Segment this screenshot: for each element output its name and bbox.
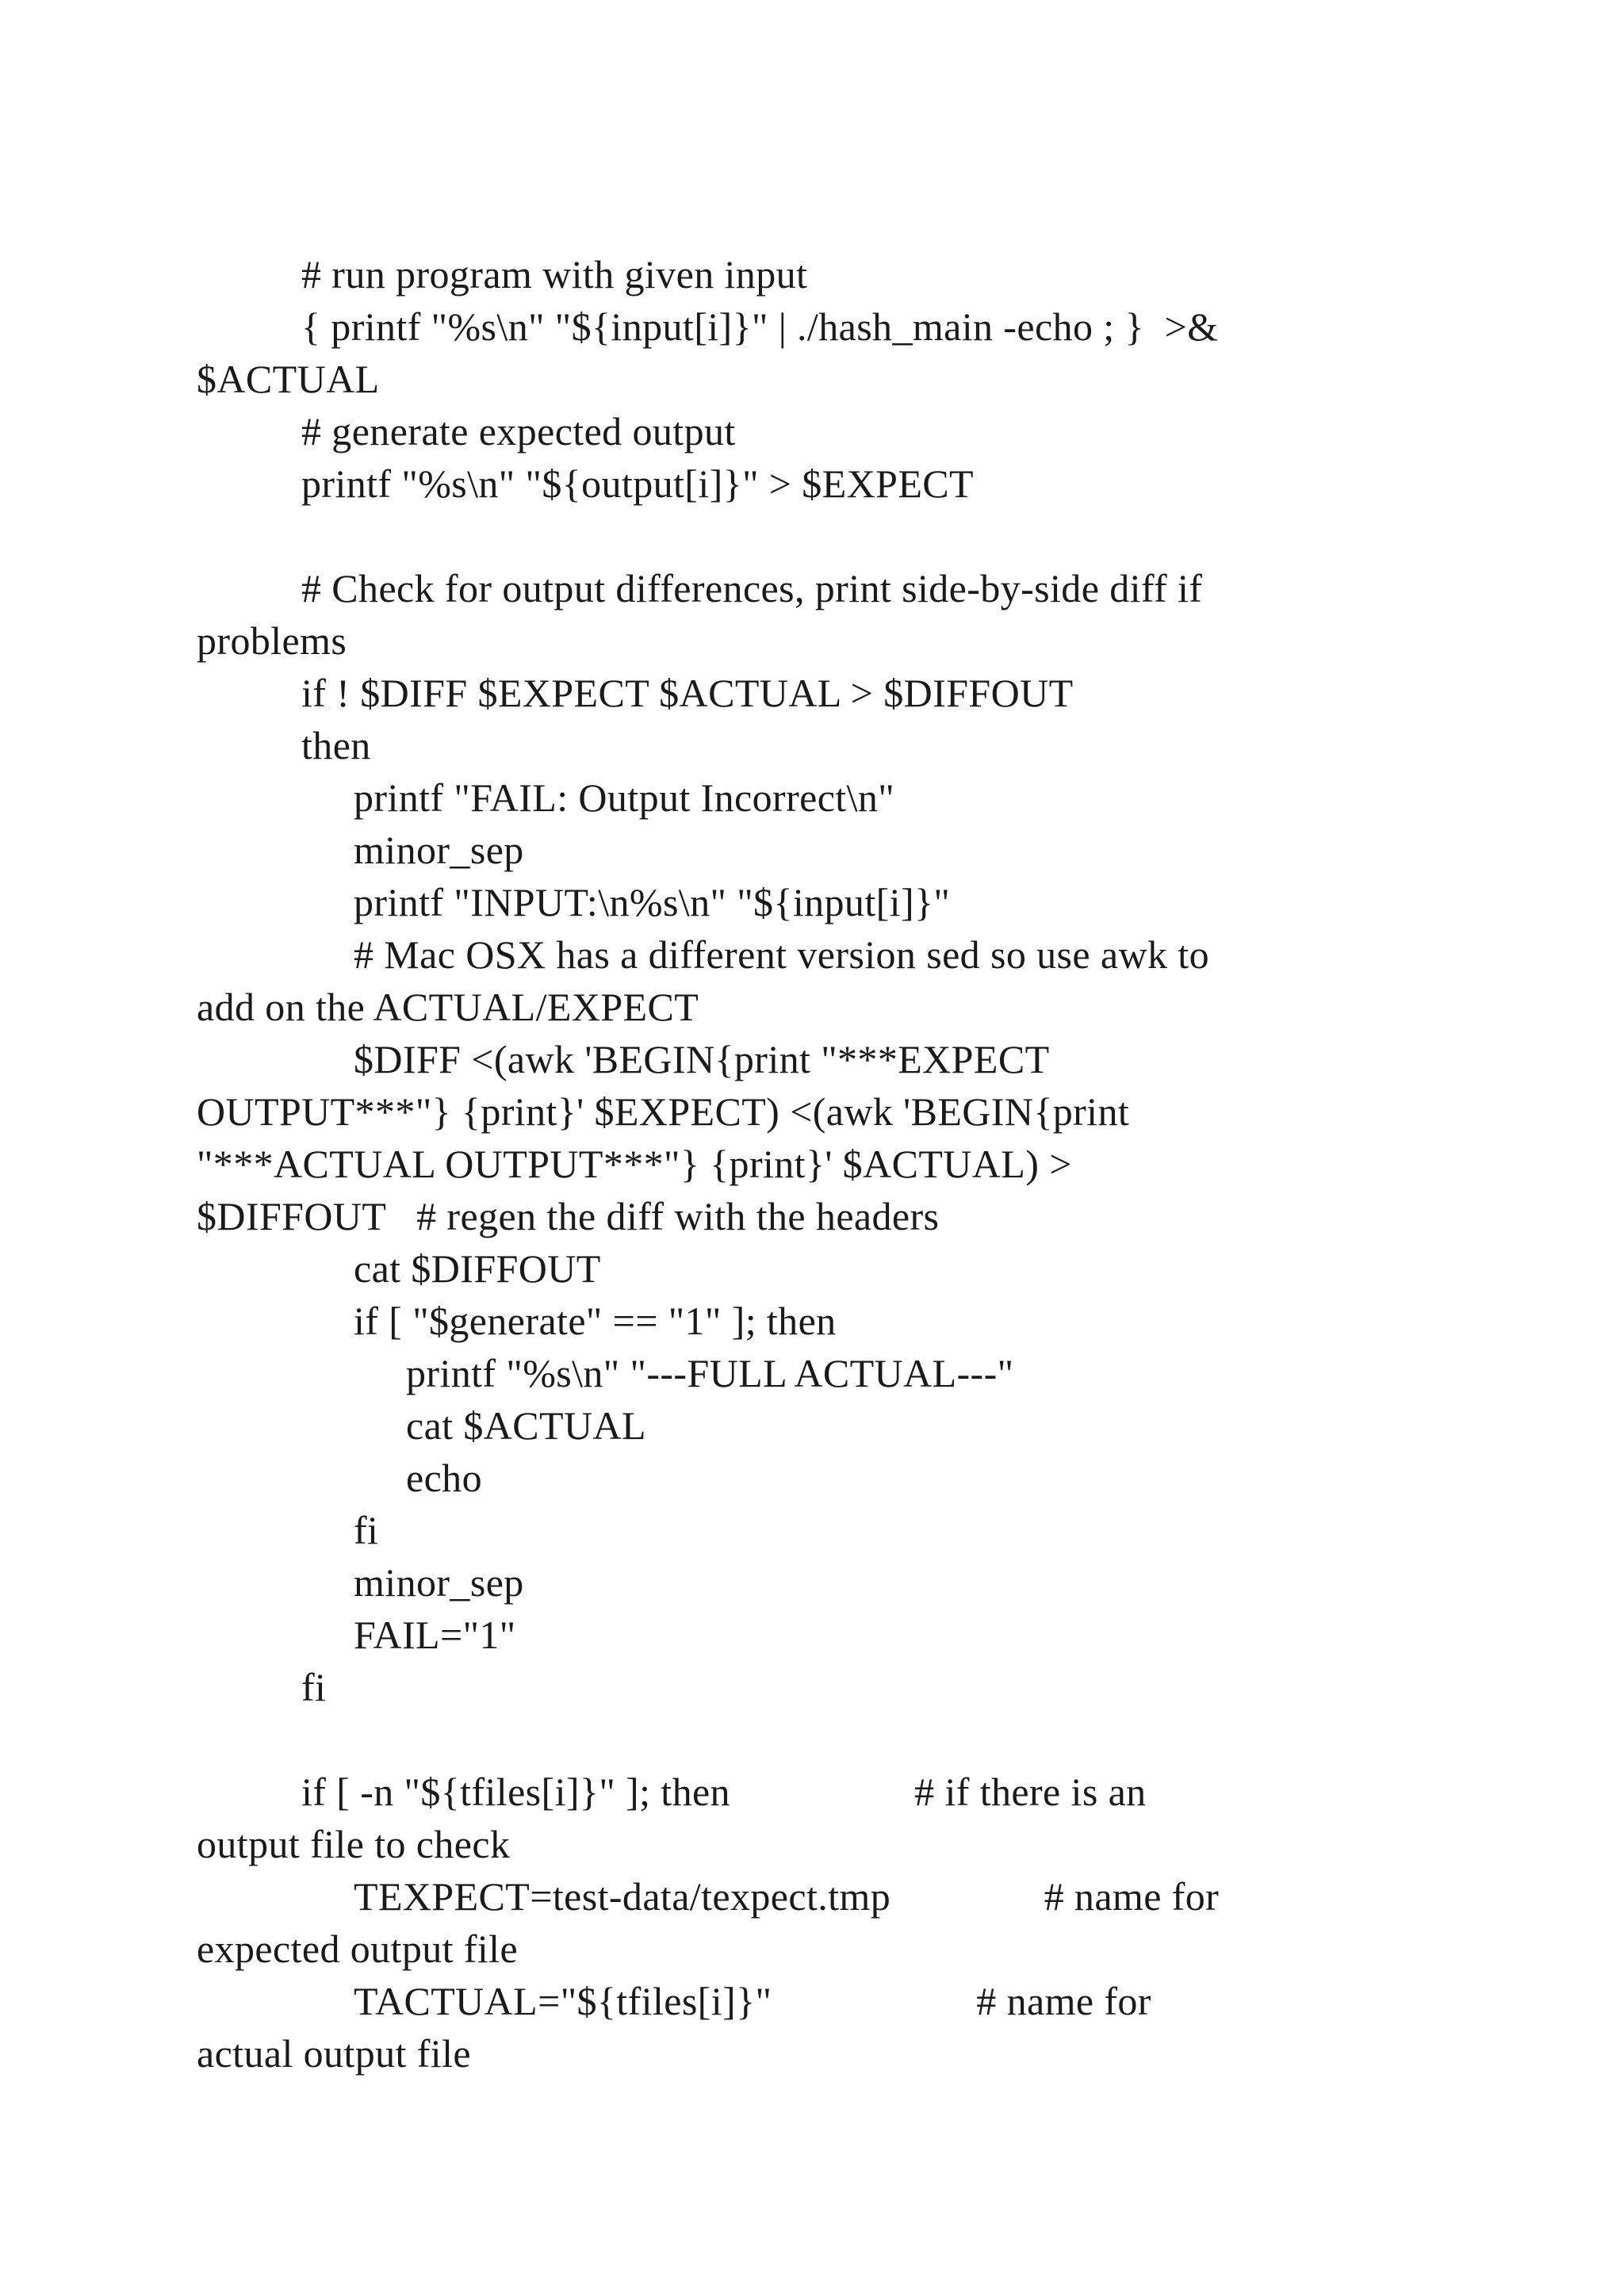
code-line: if [ "$generate" == "1" ]; then (354, 1299, 837, 1343)
code-line: problems (197, 618, 347, 663)
code-line: OUTPUT***"} {print}' $EXPECT) <(awk 'BEGIN{print (197, 1089, 1130, 1134)
code-line: expected output file (197, 1927, 519, 1971)
code-line: TEXPECT=test-data/texpect.tmp # name for (354, 1874, 1220, 1919)
code-line: minor_sep (354, 828, 524, 872)
code-line: # Mac OSX has a different version sed so use awk to (354, 932, 1209, 977)
code-line: cat $ACTUAL (406, 1403, 646, 1448)
code-line: # run program with given input (301, 252, 808, 297)
code-line: then (301, 723, 371, 767)
code-line: if ! $DIFF $EXPECT $ACTUAL > $DIFFOUT (301, 671, 1074, 715)
code-line: $DIFFOUT # regen the diff with the headers (197, 1194, 940, 1238)
code-line: fi (301, 1665, 327, 1709)
code-line: echo (406, 1456, 482, 1500)
code-line: add on the ACTUAL/EXPECT (197, 985, 699, 1029)
code-line: printf "%s\n" "${output[i]}" > $EXPECT (301, 461, 974, 506)
code-line: # Check for output differences, print side-by-side diff if (301, 566, 1203, 610)
code-line: FAIL="1" (354, 1613, 516, 1657)
code-line: printf "FAIL: Output Incorrect\n" (354, 775, 895, 820)
code-line: printf "INPUT:\n%s\n" "${input[i]}" (354, 880, 951, 924)
blank-line (197, 1713, 1434, 1766)
code-line: { printf "%s\n" "${input[i]}" | ./hash_main -echo ; } >& (301, 304, 1219, 349)
code-line: printf "%s\n" "---FULL ACTUAL---" (406, 1351, 1014, 1395)
code-line: fi (354, 1508, 379, 1552)
code-line: minor_sep (354, 1560, 524, 1605)
shell-script-listing (197, 248, 1434, 2080)
code-line: if [ -n "${tfiles[i]}" ]; then # if there is an (301, 1770, 1147, 1814)
code-line: $ACTUAL (197, 357, 380, 401)
code-line: actual output file (197, 2031, 471, 2076)
code-line: "***ACTUAL OUTPUT***"} {print}' $ACTUAL) > (197, 1142, 1072, 1186)
code-line: $DIFF <(awk 'BEGIN{print "***EXPECT (354, 1037, 1050, 1081)
code-line: TACTUAL="${tfiles[i]}" # name for (354, 1979, 1151, 2023)
code-line: cat $DIFFOUT (354, 1246, 601, 1291)
blank-line (197, 510, 1434, 562)
code-line: output file to check (197, 1822, 511, 1866)
code-line: # generate expected output (301, 409, 736, 453)
